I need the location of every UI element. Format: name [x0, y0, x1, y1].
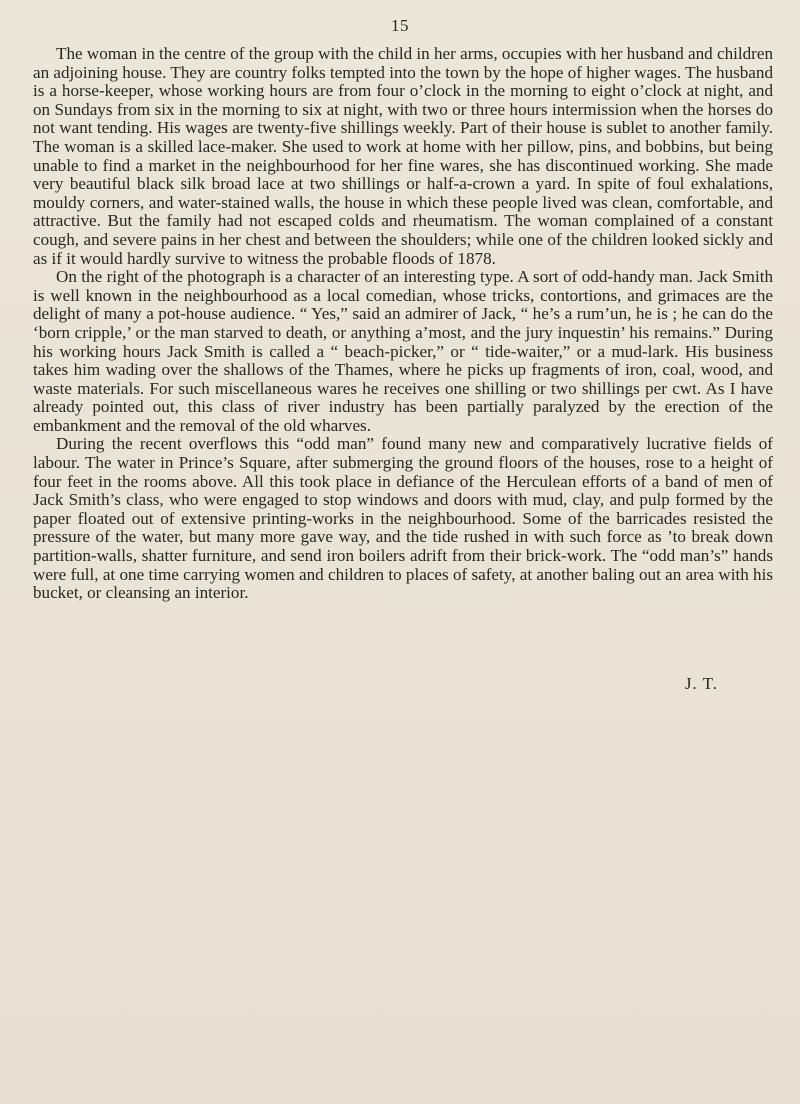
page-number: 15 [391, 16, 409, 35]
body-text [33, 45, 773, 603]
paragraph-lace-maker: The woman in the centre of the group with the child in her arms, occupies with her husband and children an adjoining house. They are country folks tempted into the town by the hope of higher wages. The husband is a horse-keeper, whose working hours are from four o’clock in the morning to eight o’clock at night, and on Sundays from six in the morning to six at night, with two or three hours intermission when the horses do not want tending. His wages are twenty-five shillings weekly. Part of their house is sublet to another family. The woman is a skilled lace-maker. She used to work at home with her pillow, pins, and bobbins, but being unable to find a market in the neighbourhood for her fine wares, she has discontinued working. She made very beautiful black silk broad lace at two shillings or half-a-crown a yard. In spite of foul exhalations, mouldy corners, and water-stained walls, the house in which these people lived was clean, comfortable, and attractive. But the family had not escaped colds and rheumatism. The woman complained of a constant cough, and severe pains in her chest and between the shoulders; while one of the children looked sickly and as if it would hardly survive to witness the probable floods of 1878. [33, 44, 773, 268]
paragraph-jack-smith: On the right of the photograph is a character of an interesting type. A sort of odd-handy man. Jack Smith is well known in the neighbourhood as a local comedian, whose tricks, contortions, and grimaces are the delight of many a pot-house audience. “ Yes,” said an admirer of Jack, “ he’s a rum’un, he is ; he can do the ‘born cripple,’ or the man starved to death, or anything a’most, and the jury inquestin’ his remains.” During his working hours Jack Smith is called a “ beach-picker,” or “ tide-waiter,” or a mud-lark. His business takes him wading over the shallows of the Thames, where he picks up fragments of iron, coal, wood, and waste materials. For such miscellaneous wares he receives one shilling or two shillings per cwt. As I have already pointed out, this class of river industry has been partially paralyzed by the erection of the embankment and the removal of the old wharves. [33, 267, 773, 435]
paragraph-overflows: During the recent overflows this “odd man” found many new and comparatively lucrative fields of labour. The water in Prince’s Square, after submerging the ground floors of the houses, rose to a height of four feet in the rooms above. All this took place in defiance of the Herculean efforts of a band of men of Jack Smith’s class, who were engaged to stop windows and doors with mud, clay, and pulp formed by the paper floated out of extensive printing-works in the neighbourhood. Some of the barricades resisted the pressure of the water, but many more gave way, and the tide rushed in with such force as ’to break down partition-walls, shatter furniture, and send iron boilers adrift from their brick-work. The “odd man’s” hands were full, at one time carrying women and children to places of safety, at another baling out an area with his bucket, or cleansing an interior. [33, 434, 773, 603]
author-signature: J. T. [684, 674, 718, 693]
